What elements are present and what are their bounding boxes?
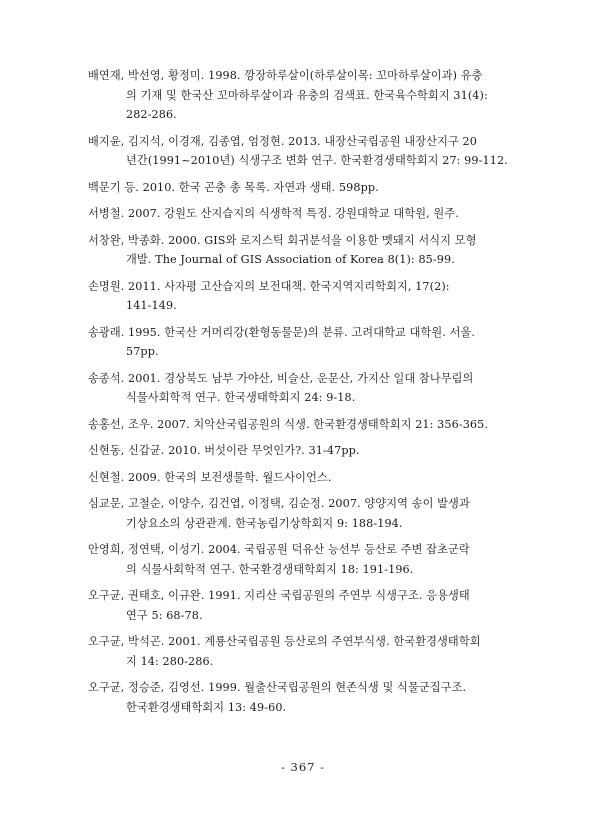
reference-entry <box>88 468 533 488</box>
reference-line: 백문기 등. 2010. 한국 곤충 총 목록. 자연과 생태. 598pp. <box>88 180 379 194</box>
reference-line: 기상요소의 상관관계. 한국농림기상학회지 9: 188-194. <box>126 516 403 530</box>
reference-line: 의 기재 및 한국산 꼬마하루살이과 유충의 검색표. 한국육수학회지 31(4): <box>126 88 488 102</box>
reference-entry <box>88 231 533 270</box>
reference-list <box>88 66 533 724</box>
reference-entry <box>88 540 533 579</box>
reference-line: 오구균, 권태호, 이규완. 1991. 지리산 국립공원의 주연부 식생구조. 응용생태 <box>88 589 470 602</box>
reference-line: 송홍선, 조우. 2007. 치악산국립공원의 식생. 한국환경생태학회지 21: 356-365. <box>88 417 489 431</box>
reference-entry <box>88 441 533 461</box>
reference-line: 신현동, 신갑균. 2010. 버섯이란 무엇인가?. 31-47pp. <box>88 444 360 457</box>
reference-line: 서병철. 2007. 강원도 산지습지의 식생학적 특징. 강원대학교 대학원, 원주. <box>88 207 459 220</box>
reference-line: 오구균, 박석곤. 2001. 계룡산국립공원 등산로의 주연부식생. 한국환경생태학회 <box>88 635 481 648</box>
reference-line: 연구 5: 68-78. <box>126 608 203 622</box>
reference-line: 57pp. <box>126 345 159 358</box>
reference-line: 282-286. <box>126 108 177 121</box>
reference-entry <box>88 204 533 224</box>
reference-line: 의 식물사회학적 연구. 한국환경생태학회지 18: 191-196. <box>126 562 414 576</box>
reference-line: 송종석. 2001. 경상북도 남부 가야산, 비슬산, 운문산, 가지산 일대 참나무림의 <box>88 371 474 385</box>
reference-entry <box>88 632 533 671</box>
reference-line: 신현철. 2009. 한국의 보전생물학. 월드사이언스. <box>88 470 332 484</box>
reference-line: 심교문, 고철순, 이양수, 김건엽, 이정택, 김순정. 2007. 양양지역 송이 발생과 <box>88 497 470 510</box>
reference-entry <box>88 678 533 717</box>
reference-entry <box>88 178 533 198</box>
reference-entry <box>88 132 533 171</box>
reference-line: 오구균, 정승준, 김영선. 1999. 월출산국립공원의 현존식생 및 식물군집구조. <box>88 681 467 694</box>
reference-entry <box>88 277 533 316</box>
reference-line: 서창완, 박종화. 2000. GIS와 로지스틱 회귀분석을 이용한 멧돼지 서식지 모형 <box>88 233 477 247</box>
reference-line: 송광래. 1995. 한국산 거머리강(환형동물문)의 분류. 고려대학교 대학원. 서울. <box>88 325 476 339</box>
reference-line: 배지윤, 김지석, 이경재, 김종엽, 엄정현. 2013. 내장산국립공원 내장산지구 20 <box>88 134 477 148</box>
reference-entry <box>88 66 533 125</box>
reference-line: 지 14: 280-286. <box>126 654 214 668</box>
reference-line: 손명원. 2011. 사자평 고산습지의 보전대책. 한국지역지리학회지, 17(2): <box>88 279 450 293</box>
reference-entry <box>88 494 533 533</box>
reference-line: 안영희, 정연택, 이성기. 2004. 국립공원 덕유산 능선부 등산로 주변 잡초군락 <box>88 543 470 556</box>
reference-entry <box>88 415 533 435</box>
reference-entry <box>88 323 533 362</box>
reference-line: 년간(1991~2010년) 식생구조 변화 연구. 한국환경생태학회지 27: 99-112. <box>126 154 508 167</box>
reference-line: 141-149. <box>126 299 177 312</box>
reference-line: 배연재, 박선영, 황정미. 1998. 깡장하루살이(하루살이목: 꼬마하루살이과) 유충 <box>88 69 483 82</box>
reference-line: 식물사회학적 연구. 한국생태학회지 24: 9-18. <box>126 391 356 404</box>
reference-entry <box>88 369 533 408</box>
reference-line: 개발. The Journal of GIS Association of Korea 8(1): 85-99. <box>126 253 455 266</box>
reference-line: 한국환경생태학회지 13: 49-60. <box>126 700 287 714</box>
page-number: - 367 - <box>280 760 326 774</box>
reference-entry <box>88 586 533 625</box>
